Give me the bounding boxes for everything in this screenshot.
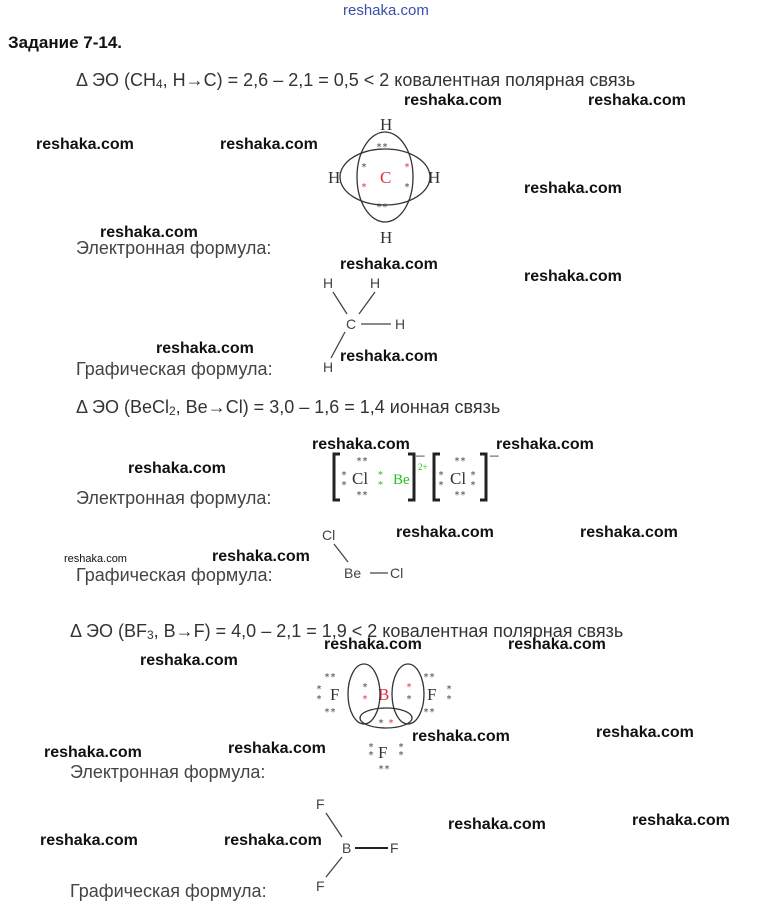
becl2-be-ion: Be <box>393 472 410 488</box>
svg-text:*: * <box>446 684 453 695</box>
bf3-f-right: F <box>427 685 437 704</box>
becl2-cl-left: Cl <box>352 469 369 488</box>
becl2-cl-charge-right: – <box>490 448 499 464</box>
bf3-graphic-label: Графическая формула: <box>70 881 267 901</box>
watermark: reshaka.com <box>128 460 226 477</box>
becl2-g-cl2: Cl <box>390 565 404 581</box>
ch4-electron-right-2: * <box>404 182 411 193</box>
watermark: reshaka.com <box>224 832 322 849</box>
becl2-cl-right: Cl <box>450 469 467 488</box>
svg-text:*: * <box>438 470 445 481</box>
site-header-link[interactable]: reshaka.com <box>343 2 429 19</box>
watermark: reshaka.com <box>632 812 730 829</box>
bf3-f-left: F <box>330 685 340 704</box>
svg-text:**: ** <box>454 456 467 467</box>
svg-text:**: ** <box>454 490 467 501</box>
watermark: reshaka.com <box>212 548 310 565</box>
ch4-h-top: H <box>380 115 393 134</box>
ch4-electrons-top: ** <box>376 142 389 153</box>
ch4-g-h2: H <box>370 275 381 291</box>
watermark: reshaka.com <box>596 724 694 741</box>
svg-text:**: ** <box>356 490 369 501</box>
becl2-cl-charge-left: – <box>416 448 425 464</box>
watermark: reshaka.com <box>508 636 606 653</box>
watermark: reshaka.com <box>580 524 678 541</box>
bf3-electron-label: Электронная формула: <box>70 762 266 782</box>
ch4-g-h3: H <box>395 316 406 332</box>
svg-text:*: * <box>378 470 383 481</box>
bf3-electron-diagram <box>310 660 460 780</box>
watermark: reshaka.com <box>404 92 502 109</box>
ch4-g-h4: H <box>323 359 334 375</box>
svg-text:**: ** <box>423 707 436 718</box>
svg-text:*: * <box>362 694 369 705</box>
watermark: reshaka.com <box>64 553 127 565</box>
watermark: reshaka.com <box>40 832 138 849</box>
svg-text:*: * <box>368 750 375 761</box>
svg-text:*: * <box>398 750 405 761</box>
svg-text:*: * <box>368 742 375 753</box>
becl2-graphic-label: Графическая формула: <box>76 565 273 585</box>
watermark: reshaka.com <box>524 180 622 197</box>
svg-text:*: * <box>406 682 413 693</box>
ch4-graphic-label: Графическая формула: <box>76 359 273 379</box>
svg-text:**: ** <box>356 456 369 467</box>
becl2-electron-diagram <box>330 448 510 508</box>
svg-text:*: * <box>378 480 383 491</box>
svg-text:*: * <box>378 718 385 729</box>
watermark: reshaka.com <box>412 728 510 745</box>
svg-text:*: * <box>388 718 395 729</box>
ch4-g-h1: H <box>323 275 334 291</box>
watermark: reshaka.com <box>448 816 546 833</box>
becl2-g-be: Be <box>344 565 362 581</box>
bf3-f-bottom: F <box>378 743 388 762</box>
watermark: reshaka.com <box>156 340 254 357</box>
svg-text:*: * <box>470 480 477 491</box>
watermark: reshaka.com <box>220 136 318 153</box>
task-title: Задание 7-14. <box>8 33 122 52</box>
svg-text:*: * <box>446 694 453 705</box>
watermark: reshaka.com <box>340 256 438 273</box>
bf3-equation: Δ ЭО ($BF_3$, B→F) = 4,0 – 2,1 = 1,9 < 2 ковалентная полярная связь <box>70 621 624 642</box>
svg-text:**: ** <box>378 764 391 775</box>
watermark: reshaka.com <box>340 348 438 365</box>
bf3-g-f1: F <box>316 796 325 812</box>
svg-text:*: * <box>406 694 413 705</box>
becl2-g-cl1: Cl <box>322 527 336 543</box>
ch4-h-left: H <box>328 168 341 187</box>
svg-text:**: ** <box>324 707 337 718</box>
watermark: reshaka.com <box>228 740 326 757</box>
bf3-center-b: B <box>378 685 390 704</box>
watermark: reshaka.com <box>496 436 594 453</box>
svg-text:*: * <box>362 682 369 693</box>
ch4-equation: Δ ЭО ($CH_4$, H→C) = 2,6 – 2,1 = 0,5 < 2 ковалентная полярная связь <box>76 70 636 91</box>
ch4-electron-right-1: * <box>404 162 411 173</box>
watermark: reshaka.com <box>396 524 494 541</box>
bf3-g-f3: F <box>316 878 325 894</box>
watermark: reshaka.com <box>312 436 410 453</box>
ch4-electron-left-1: * <box>361 162 368 173</box>
ch4-center-c: C <box>380 168 392 187</box>
watermark: reshaka.com <box>524 268 622 285</box>
ch4-electrons-bottom: ** <box>376 202 389 213</box>
svg-text:*: * <box>398 742 405 753</box>
watermark: reshaka.com <box>36 136 134 153</box>
svg-text:*: * <box>316 684 323 695</box>
becl2-be-charge: 2+ <box>418 462 428 472</box>
watermark: reshaka.com <box>324 636 422 653</box>
ch4-electron-diagram <box>320 110 450 250</box>
watermark: reshaka.com <box>140 652 238 669</box>
svg-text:*: * <box>316 694 323 705</box>
becl2-equation: Δ ЭО (BeCl$_2$, Be→Cl) = 3,0 – 1,6 = 1,4 ионная связь <box>76 397 501 418</box>
ch4-electron-left-2: * <box>361 182 368 193</box>
svg-text:*: * <box>341 470 348 481</box>
watermark: reshaka.com <box>588 92 686 109</box>
svg-text:**: ** <box>423 672 436 683</box>
watermark: reshaka.com <box>100 224 198 241</box>
svg-text:**: ** <box>324 672 337 683</box>
bf3-g-b: B <box>342 840 352 856</box>
ch4-h-right: H <box>428 168 441 187</box>
bf3-graphic-diagram <box>310 795 410 895</box>
svg-text:*: * <box>470 470 477 481</box>
ch4-electron-label: Электронная формула: <box>76 238 272 258</box>
becl2-electron-label: Электронная формула: <box>76 488 272 508</box>
bf3-g-f2: F <box>390 840 399 856</box>
svg-text:*: * <box>341 480 348 491</box>
ch4-h-bottom: H <box>380 228 393 247</box>
ch4-g-c: C <box>346 316 357 332</box>
svg-text:*: * <box>438 480 445 491</box>
watermark: reshaka.com <box>44 744 142 761</box>
